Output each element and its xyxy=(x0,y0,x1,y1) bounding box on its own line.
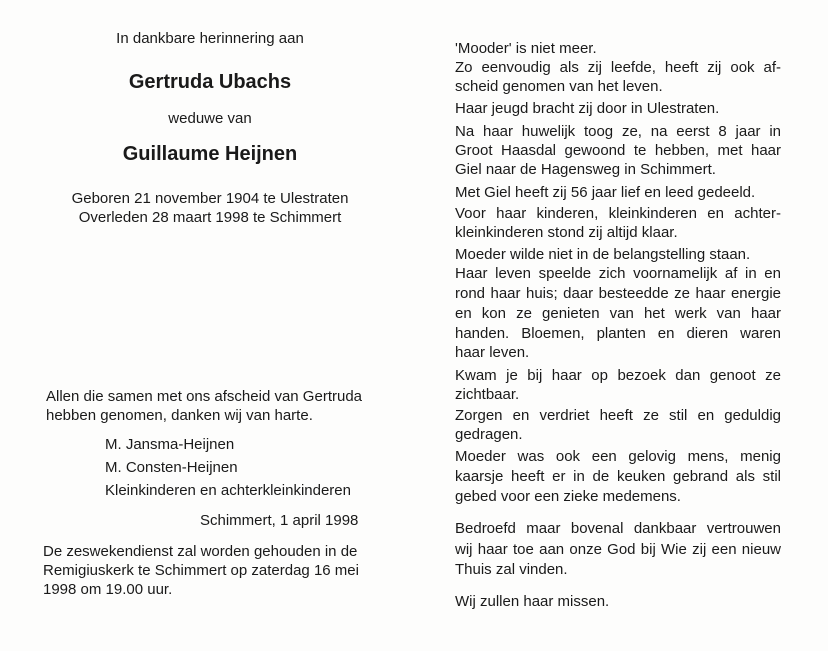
widow-of-text: weduwe van xyxy=(168,110,252,127)
poem-line-15: handen. Bloemen, planten en dieren waren xyxy=(455,325,781,342)
poem-line-9: Voor haar kinderen, kleinkinderen en achter- xyxy=(455,205,781,222)
poem-line-20: gedragen. xyxy=(455,426,523,443)
poem-line-23: gebed voor een zieke medemens. xyxy=(455,488,681,505)
death-line: Overleden 28 maart 1998 te Schimmert xyxy=(78,209,342,226)
poem-line-5: Na haar huwelijk toog ze, na eerst 8 jaar in xyxy=(455,123,781,140)
closing-line-2: wij haar toe aan onze God bij Wie zij een nieuw xyxy=(455,541,781,558)
poem-line-12: Haar leven speelde zich voornamelijk af in en xyxy=(455,265,781,282)
poem-line-21: Moeder was ook een gelovig mens, menig xyxy=(455,448,781,465)
poem-line-18: zichtbaar. xyxy=(455,386,520,403)
final-line: Wij zullen haar missen. xyxy=(455,593,610,610)
spouse-name: Guillaume Heijnen xyxy=(122,143,298,165)
left-column xyxy=(40,0,380,651)
family-member-1: M. Jansma-Heijnen xyxy=(105,436,235,453)
poem-line-19: Zorgen en verdriet heeft ze stil en geduldig xyxy=(455,407,781,424)
closing-line-1: Bedroefd maar bovenal dankbaar vertrouwen xyxy=(455,520,781,537)
service-line-1: De zeswekendienst zal worden gehouden in de xyxy=(43,543,358,560)
poem-line-4: Haar jeugd bracht zij door in Ulestraten. xyxy=(455,100,720,117)
poem-line-11: Moeder wilde niet in de belangstelling staan. xyxy=(455,246,751,263)
poem-line-8: Met Giel heeft zij 56 jaar lief en leed gedeeld. xyxy=(455,184,756,201)
poem-line-7: Giel naar de Hagensweg in Schimmert. xyxy=(455,161,716,178)
poem-line-13: rond haar huis; daar besteedde ze haar energie xyxy=(455,285,781,302)
poem-line-17: Kwam je bij haar op bezoek dan genoot ze xyxy=(455,367,781,384)
poem-line-22: kaarsje heeft er in de keuken gebrand als stil xyxy=(455,468,781,485)
birth-line: Geboren 21 november 1904 te Ulestraten xyxy=(71,190,349,207)
deceased-name: Gertruda Ubachs xyxy=(128,71,292,93)
place-date: Schimmert, 1 april 1998 xyxy=(200,512,359,529)
thanks-line-2: hebben genomen, danken wij van harte. xyxy=(46,407,313,424)
poem-line-6: Groot Haasdal gewoond te hebben, met haar xyxy=(455,142,781,159)
service-line-2: Remigiuskerk te Schimmert op zaterdag 16 mei xyxy=(43,562,359,579)
poem-line-2: Zo eenvoudig als zij leefde, heeft zij ook af- xyxy=(455,59,781,76)
right-column xyxy=(455,0,795,651)
thanks-line-1: Allen die samen met ons afscheid van Gertruda xyxy=(46,388,363,405)
poem-line-14: en kon ze genieten van het werk van haar xyxy=(455,305,781,322)
family-member-3: Kleinkinderen en achterkleinkinderen xyxy=(105,482,351,499)
closing-line-3: Thuis zal vinden. xyxy=(455,561,568,578)
family-member-2: M. Consten-Heijnen xyxy=(105,459,238,476)
poem-line-1: 'Mooder' is niet meer. xyxy=(455,40,597,57)
poem-line-3: scheid genomen van het leven. xyxy=(455,78,663,95)
poem-line-16: haar leven. xyxy=(455,344,530,361)
service-line-3: 1998 om 19.00 uur. xyxy=(43,581,173,598)
poem-line-10: kleinkinderen stond zij altijd klaar. xyxy=(455,224,678,241)
header-text: In dankbare herinnering aan xyxy=(116,30,304,47)
